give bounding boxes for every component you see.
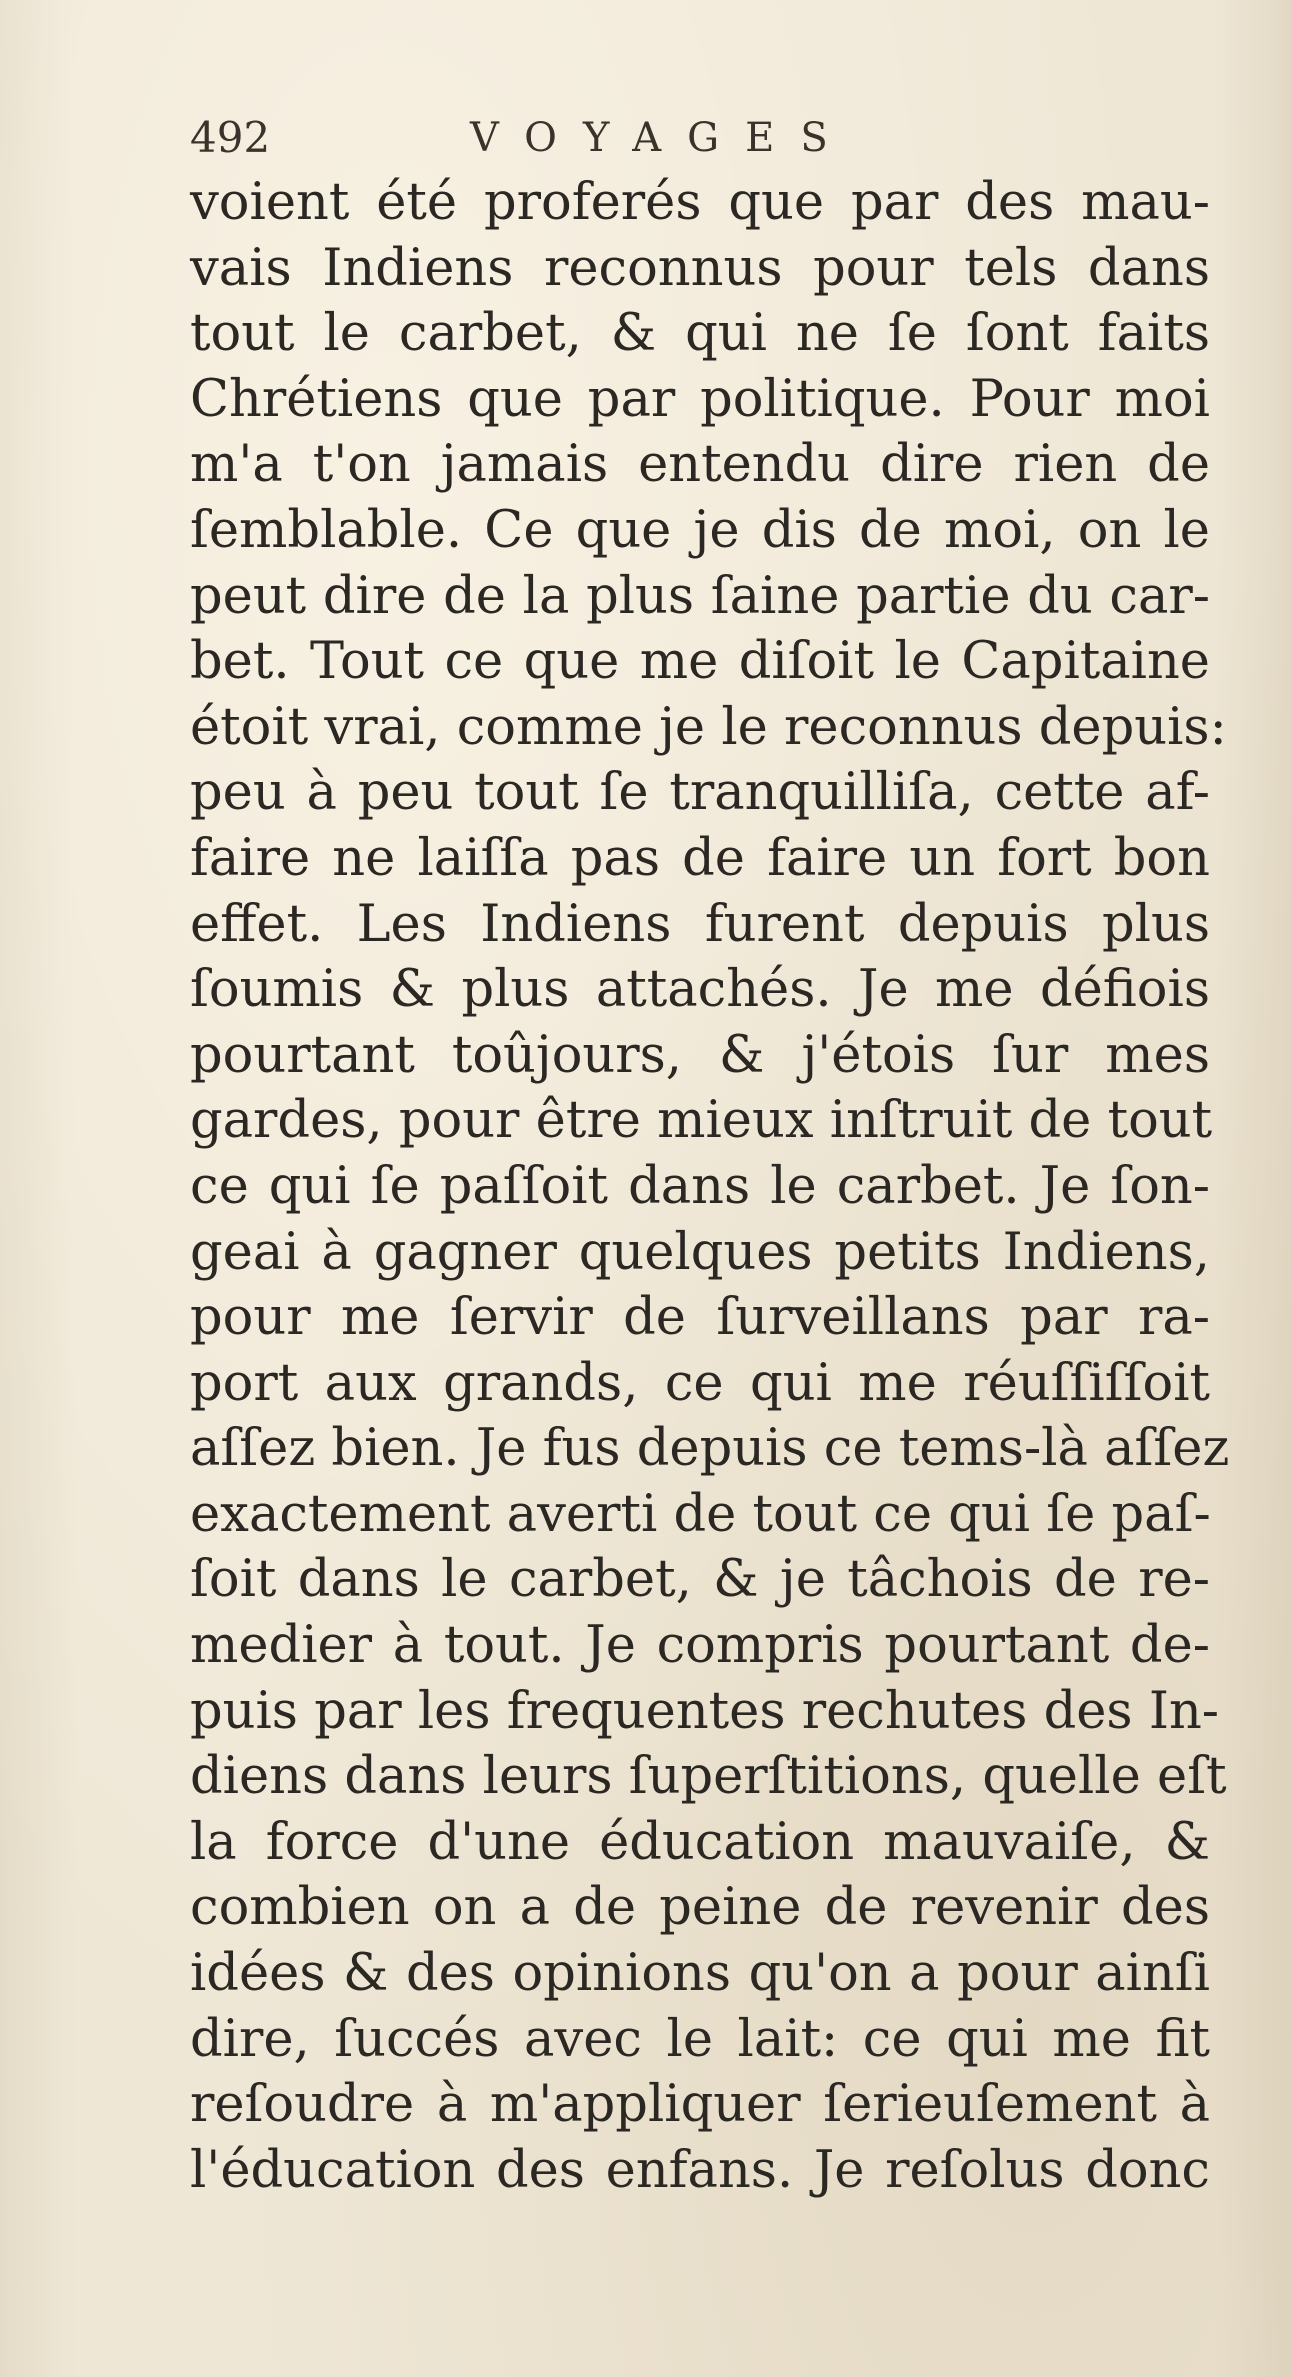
text-line: diens dans leurs ſuperſtitions, quelle eſt — [190, 1747, 1227, 1807]
text-line: peut dire de la plus ſaine partie du car- — [190, 566, 1210, 626]
text-line: effet. Les Indiens furent depuis plus — [190, 894, 1210, 954]
text-line: pourtant toûjours, & j'étois ſur mes — [190, 1025, 1210, 1085]
text-line: gardes, pour être mieux inſtruit de tout — [190, 1091, 1213, 1151]
text-line: bet. Tout ce que me diſoit le Capitaine — [190, 632, 1210, 692]
text-line: la force d'une éducation mauvaiſe, & — [190, 1812, 1210, 1872]
text-line: exactement averti de tout ce qui ſe paſ- — [190, 1484, 1211, 1544]
text-line: idées & des opinions qu'on a pour ainſi — [190, 1944, 1210, 2004]
text-line: peu à peu tout ſe tranquilliſa, cette af- — [190, 763, 1210, 823]
text-line: medier à tout. Je compris pourtant de- — [190, 1616, 1210, 1676]
text-line: reſoudre à m'appliquer ſerieuſement à — [190, 2075, 1210, 2135]
text-line: port aux grands, ce qui me réuſſiſſoit — [190, 1353, 1210, 1413]
text-line: ce qui ſe paſſoit dans le carbet. Je ſon- — [190, 1156, 1210, 1216]
text-line: dire, ſuccés avec le lait: ce qui me fit — [190, 2009, 1210, 2069]
text-line: tout le carbet, & qui ne ſe ſont faits — [190, 304, 1210, 364]
text-line: l'éducation des enfans. Je reſolus donc — [190, 2140, 1210, 2200]
page-number: 492 — [190, 113, 271, 162]
text-line: combien on a de peine de revenir des — [190, 1878, 1210, 1938]
text-line: ſoumis & plus attachés. Je me défiois — [190, 960, 1210, 1020]
text-line: étoit vrai, comme je le reconnus depuis: — [190, 697, 1227, 757]
text-line: geai à gagner quelques petits Indiens, — [190, 1222, 1210, 1282]
text-line: faire ne laiſſa pas de faire un fort bon — [190, 828, 1210, 888]
text-line: m'a t'on jamais entendu dire rien de — [190, 435, 1210, 495]
running-head — [190, 108, 1090, 168]
body-text — [190, 170, 1230, 2203]
text-line: pour me ſervir de ſurveillans par ra- — [190, 1288, 1210, 1348]
text-line: voient été proferés que par des mau- — [190, 173, 1210, 232]
text-line: ſemblable. Ce que je dis de moi, on le — [190, 500, 1210, 560]
text-line: puis par les frequentes rechutes des In- — [190, 1681, 1220, 1741]
text-line: Chrétiens que par politique. Pour moi — [190, 369, 1210, 429]
running-title: VOYAGES — [470, 115, 854, 161]
text-line: ſoit dans le carbet, & je tâchois de re- — [190, 1550, 1210, 1610]
text-line: aſſez bien. Je fus depuis ce tems-là aſſez — [190, 1419, 1230, 1479]
text-line: vais Indiens reconnus pour tels dans — [190, 238, 1210, 298]
